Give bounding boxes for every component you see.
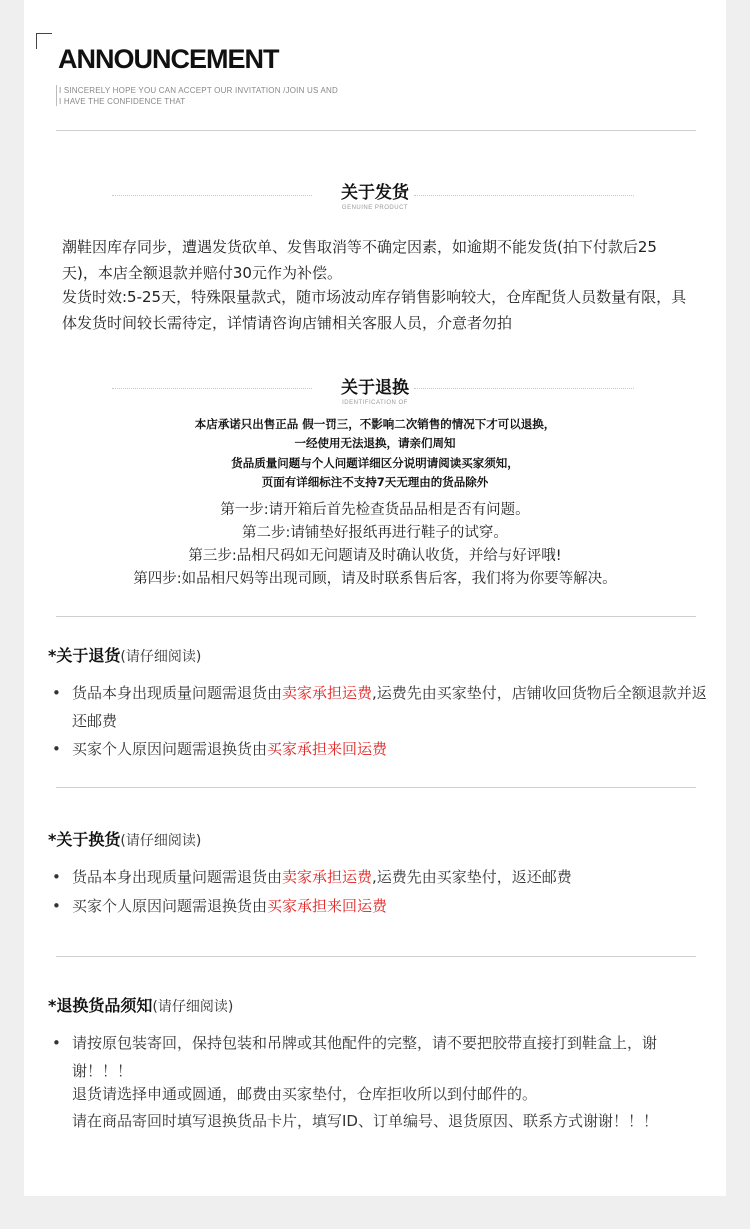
exchange-note: (请仔细阅读) <box>120 833 202 849</box>
bullet-text: 货品本身出现质量问题需退货由 <box>72 868 283 886</box>
divider <box>56 787 696 788</box>
divider <box>56 130 696 131</box>
announcement-page <box>24 0 726 1196</box>
refund-heading <box>48 643 201 666</box>
exchange-title: *关于换货 <box>48 830 121 849</box>
refund-bullet-2 <box>52 735 712 763</box>
refund-title: *关于退货 <box>48 646 121 665</box>
announcement-subtitle-2: I HAVE THE CONFIDENCE THAT <box>59 97 186 106</box>
bullet-text: 货品本身出现质量问题需退货由 <box>72 684 283 702</box>
step-1: 第一步:请开箱后首先检查货品品相是否有问题。 <box>220 502 530 518</box>
step-3: 第三步:品相尺码如无问题请及时确认收货，并给与好评哦! <box>188 548 562 564</box>
corner-bracket <box>36 33 52 49</box>
buyer-pays-highlight: 买家承担来回运费 <box>267 740 388 758</box>
refund-bullet-1 <box>52 679 712 735</box>
exchange-heading <box>48 827 201 850</box>
notice-line-2: 退货请选择申通或圆通，邮费由买家垫付，仓库拒收所以到付邮件的。 <box>72 1085 538 1103</box>
notice-bullet <box>52 1029 712 1085</box>
returns-heading <box>24 373 726 406</box>
bullet-dot: • <box>52 684 61 702</box>
seller-pays-highlight: 卖家承担运费 <box>282 684 373 702</box>
bullet-dot: • <box>52 1034 61 1052</box>
shipping-para-1: 潮鞋因库存同步，遭遇发货砍单、发售取消等不确定因素，如逾期不能发货(拍下付款后25天)，本店全额退款并赔付30元作为补偿。 <box>62 238 657 282</box>
notice-line-3-wrap <box>52 1107 712 1135</box>
shipping-subtitle: GENUINE PRODUCT <box>341 205 409 211</box>
returns-bold-line: 本店承诺只出售正品 假一罚三，不影响二次销售的情况下才可以退换， <box>194 417 556 431</box>
subtitle-bar <box>56 85 57 106</box>
step-4: 第四步:如品相尺妈等出现司顾，请及时联系售后客，我们将为你要等解决。 <box>133 571 617 587</box>
announcement-title: ANNOUNCEMENT <box>58 44 279 74</box>
notice-heading <box>48 993 233 1016</box>
buyer-pays-highlight: 买家承担来回运费 <box>267 897 388 915</box>
shipping-heading <box>24 178 726 211</box>
seller-pays-highlight: 卖家承担运费 <box>282 868 373 886</box>
exchange-bullet-1 <box>52 863 712 891</box>
bullet-dot: • <box>52 897 61 915</box>
bullet-text: 买家个人原因问题需退换货由 <box>72 897 268 915</box>
shipping-title: 关于发货 <box>341 183 409 203</box>
refund-note: (请仔细阅读) <box>120 649 202 665</box>
step-2: 第二步:请铺垫好报纸再进行鞋子的试穿。 <box>242 525 508 541</box>
announcement-subtitle-1: I SINCERELY HOPE YOU CAN ACCEPT OUR INVITATION /JOIN US AND <box>59 86 338 95</box>
returns-title: 关于退换 <box>341 378 409 398</box>
bullet-text: ,运费先由买家垫付，店铺收回货物后全额退款并返还邮费 <box>72 684 707 730</box>
bullet-dot: • <box>52 740 61 758</box>
exchange-bullet-2 <box>52 892 712 920</box>
returns-bold-line: 货品质量问题与个人问题详细区分说明请阅读买家须知， <box>231 456 519 470</box>
bullet-text: 买家个人原因问题需退换货由 <box>72 740 268 758</box>
divider <box>56 956 696 957</box>
notice-line-3: 请在商品寄回时填写退换货品卡片，填写ID、订单编号、退货原因、联系方式谢谢！！！ <box>72 1112 658 1130</box>
bullet-text: ,运费先由买家垫付，返还邮费 <box>372 868 572 886</box>
returns-bold-line: 页面有详细标注不支持7天无理由的货品除外 <box>261 475 489 489</box>
returns-subtitle: IDENTIFICATION OF <box>342 400 408 406</box>
notice-line-2-wrap <box>52 1080 712 1108</box>
returns-bold-line: 一经使用无法退换，请亲们周知 <box>294 436 456 450</box>
notice-title: *退换货品须知 <box>48 996 153 1015</box>
divider <box>56 616 696 617</box>
notice-line-1: 请按原包装寄回，保持包装和吊牌或其他配件的完整，请不要把胶带直接打到鞋盒上，谢谢！！！ <box>72 1034 658 1080</box>
shipping-para-2: 发货时效:5-25天，特殊限量款式，随市场波动库存销售影响较大，仓库配货人员数量有限，具体发货时间较长需待定，详情请咨询店铺相关客服人员，介意者勿拍 <box>62 288 687 332</box>
bullet-dot: • <box>52 868 61 886</box>
notice-note: (请仔细阅读) <box>152 999 234 1015</box>
